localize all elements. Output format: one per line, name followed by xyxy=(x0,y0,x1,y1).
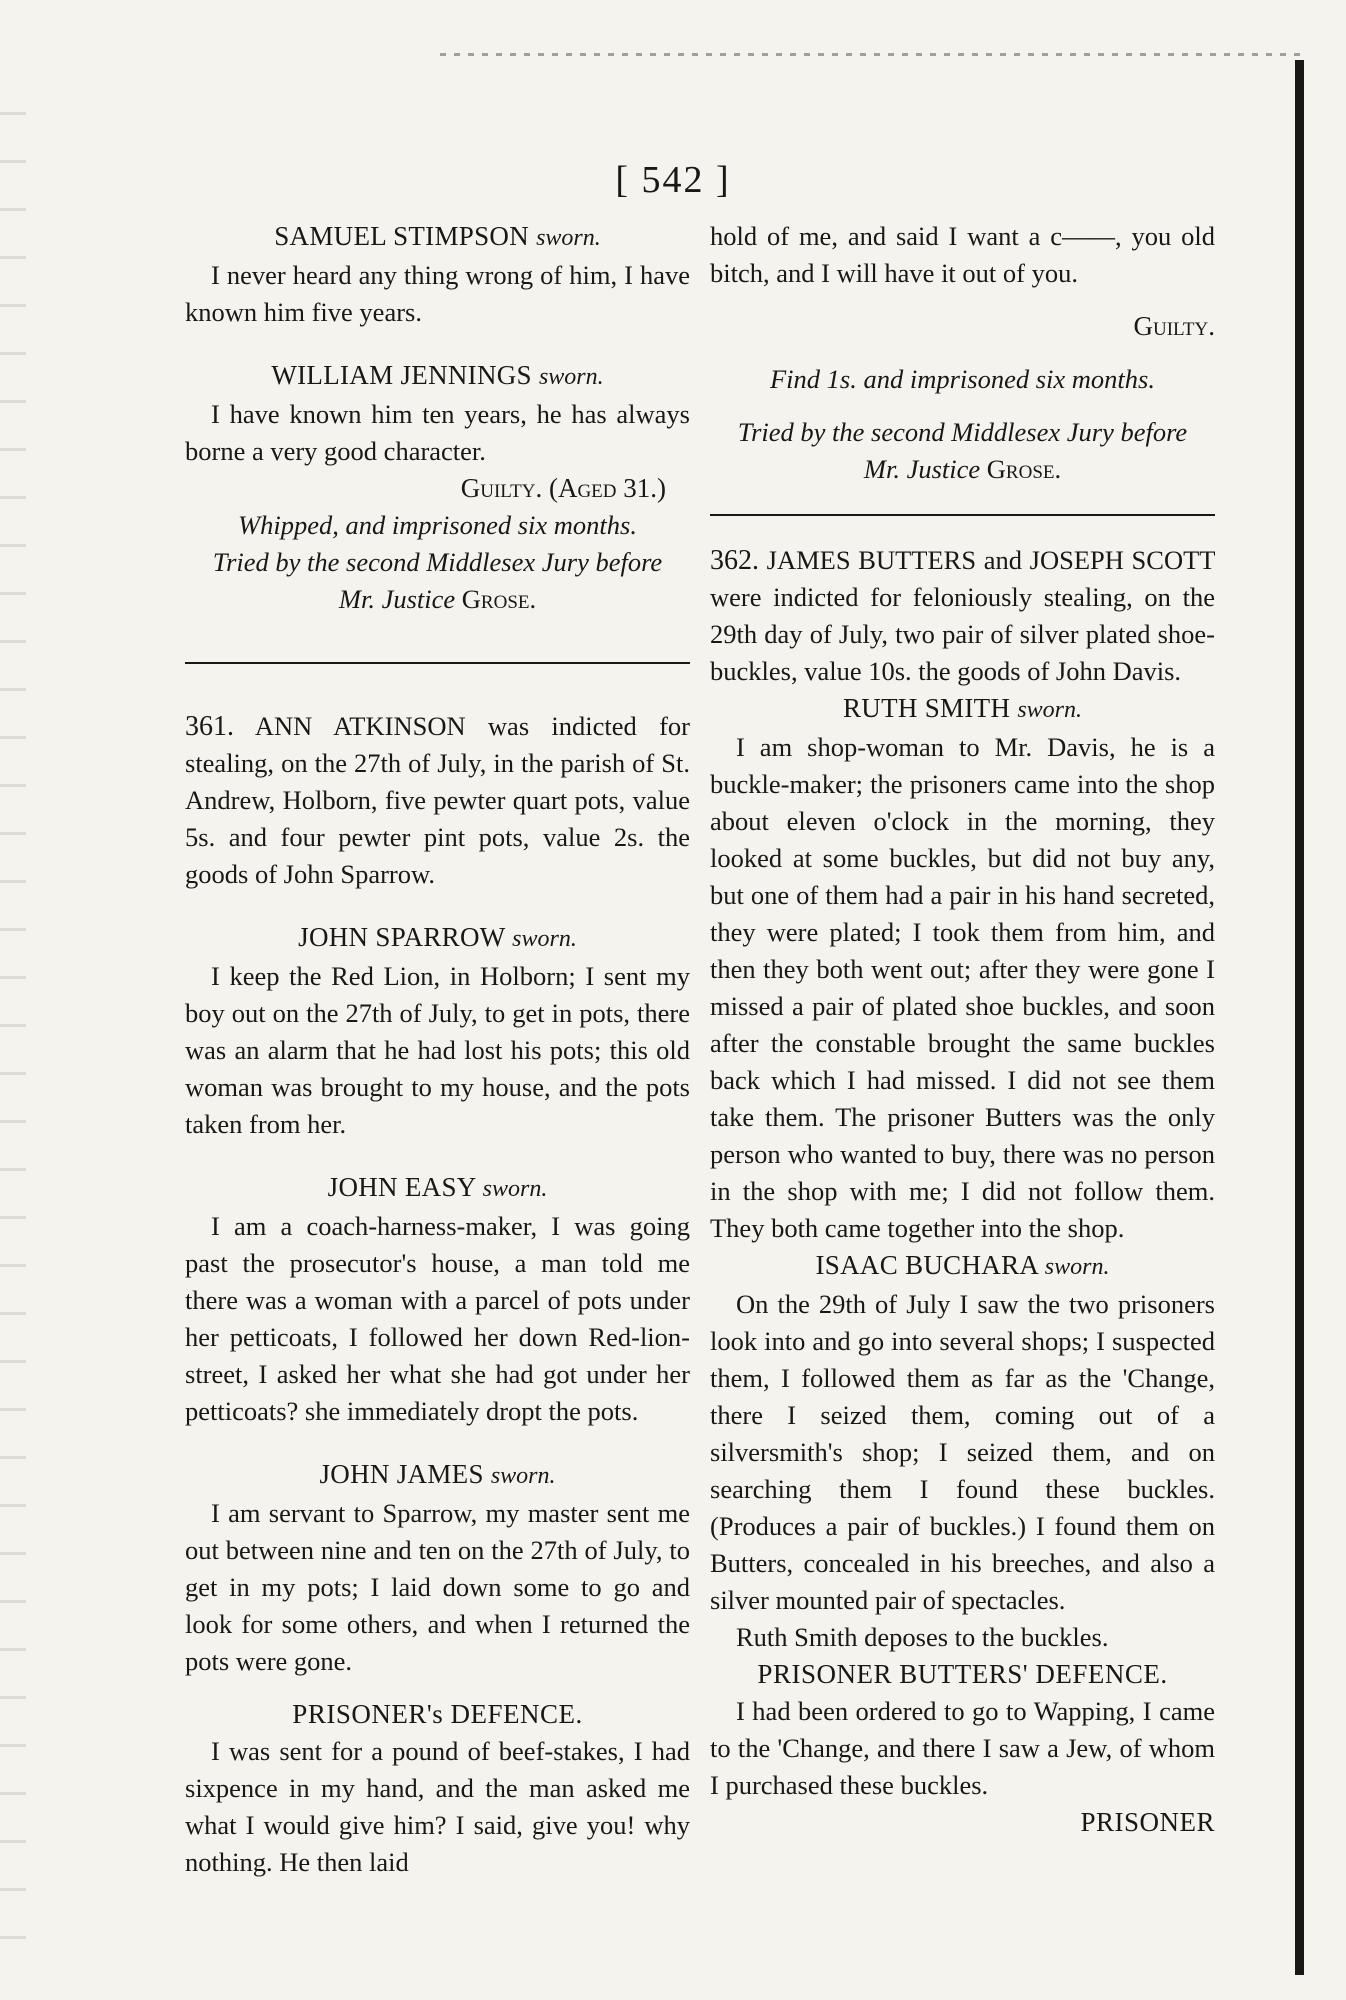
indictment-text: was indicted for stealing, on the 27th of July, in the parish of St. Andrew, Holborn, five pewter quart pots, value 5s. and four pewter pint pots, value 2s. the goods of John Sparrow. xyxy=(185,711,691,889)
testimony-paragraph: I never heard any thing wrong of him, I have known him five years. xyxy=(185,260,690,327)
tried-line: Tried by the second Middlesex Jury before xyxy=(737,417,1188,447)
witness-heading xyxy=(185,1456,690,1495)
witness-heading xyxy=(710,1247,1215,1286)
sentence: Find 1s. and imprisoned six months. xyxy=(770,364,1155,394)
witness-name: JOHN EASY xyxy=(327,1172,476,1202)
witness-name: RUTH SMITH xyxy=(842,693,1011,723)
defence-paragraph: I had been ordered to go to Wapping, I came to the 'Change, and there I saw a Jew, of whom I purchased these buckles. xyxy=(710,1696,1215,1800)
case-number: 362. xyxy=(710,545,759,576)
top-edge-marks xyxy=(440,53,1300,56)
witness-heading xyxy=(185,919,690,958)
witness-heading xyxy=(185,357,690,396)
witness-name: JOHN SPARROW xyxy=(298,922,506,952)
sworn-label: sworn. xyxy=(1017,697,1082,723)
judge-title: Mr. Justice xyxy=(338,584,456,614)
judge-name: Grose. xyxy=(986,454,1062,484)
sentence: Whipped, and imprisoned six months. xyxy=(238,510,637,540)
binding-gutter xyxy=(0,90,26,1970)
testimony-paragraph: I keep the Red Lion, in Holborn; I sent my boy out on the 27th of July, to get in pots, there was an alarm that he had lost his pots; this old woman was brought to my house, and the pots taken from her. xyxy=(185,961,690,1139)
sworn-label: sworn. xyxy=(482,1176,548,1202)
page-number-header: [ 542 ] xyxy=(615,159,731,201)
tried-line xyxy=(185,581,690,618)
sworn-label: sworn. xyxy=(538,364,604,390)
judge-name: Grose. xyxy=(461,584,537,614)
page-edge-bar xyxy=(1295,60,1304,1975)
testimony-paragraph: I have known him ten years, he has always borne a very good character. xyxy=(185,399,690,466)
testimony-paragraph: I am shop-woman to Mr. Davis, he is a buckle-maker; the prisoners came into the shop about eleven o'clock in the morning, they looked at some buckles, but did not buy any, but one of them had a pair in his hand secreted, they were plated; I took them from him, and then they both went out; after they were gone I missed a pair of plated shoe buckles, and soon after the constable brought the same buckles back which I had missed. I did not see them take them. The prisoner Butters was the only person who wanted to buy, there was no person in the shop with me; I did not follow them. They both came together into the shop. xyxy=(710,732,1215,1243)
defence-heading: PRISONER BUTTERS' DEFENCE. xyxy=(757,1659,1168,1689)
sworn-label: sworn. xyxy=(490,1463,556,1489)
left-column xyxy=(185,218,690,1881)
sworn-label: sworn. xyxy=(512,926,577,952)
judge-title: Mr. Justice xyxy=(863,454,981,484)
indictment-paragraph xyxy=(710,542,1215,690)
defence-heading: PRISONER's DEFENCE. xyxy=(292,1699,583,1729)
defendant-name: ANN ATKINSON xyxy=(254,711,466,741)
verdict: Guilty. xyxy=(1133,311,1215,341)
deposition-line: Ruth Smith deposes to the buckles. xyxy=(736,1622,1109,1652)
witness-name: JOHN JAMES xyxy=(319,1459,484,1489)
right-column xyxy=(710,218,1215,1841)
witness-heading xyxy=(710,690,1215,729)
defendant-name: JAMES BUTTERS and JOSEPH SCOTT xyxy=(766,545,1216,575)
sworn-label: sworn. xyxy=(536,225,601,251)
testimony-paragraph: On the 29th of July I saw the two prisoners look into and go into several shops; I suspected them, I followed them as far as the 'Change, there I seized them, coming out of a silversmith's shop; I seized them, and on searching them I found these buckles. (Produces a pair of buckles.) I found them on Butters, concealed in his breeches, and also a silver mounted pair of spectacles. xyxy=(710,1289,1215,1615)
case-number: 361. xyxy=(185,711,234,742)
witness-name: ISAAC BUCHARA xyxy=(815,1250,1038,1280)
witness-heading xyxy=(185,1169,690,1208)
verdict: Guilty. (Aged 31.) xyxy=(460,473,666,503)
sworn-label: sworn. xyxy=(1044,1254,1110,1280)
defence-paragraph: I was sent for a pound of beef-stakes, I had sixpence in my hand, and the man asked me what I would give him? I said, give you! why nothing. He then laid xyxy=(185,1736,690,1877)
indictment-text: were indicted for feloniously stealing, on the 29th day of July, two pair of silver plated shoe-buckles, value 10s. the goods of John Davis. xyxy=(710,582,1215,686)
tried-line xyxy=(710,451,1215,488)
witness-name: SAMUEL STIMPSON xyxy=(274,221,530,251)
testimony-paragraph: I am servant to Sparrow, my master sent me out between nine and ten on the 27th of July, to get in my pots; I laid down some to go and look for some others, and when I returned the pots were gone. xyxy=(185,1498,690,1676)
indictment-paragraph xyxy=(185,708,690,893)
continued-paragraph: hold of me, and said I want a c——, you old bitch, and I will have it out of you. xyxy=(710,221,1215,288)
catchword: PRISONER xyxy=(1080,1807,1215,1837)
testimony-paragraph: I am a coach-harness-maker, I was going past the prosecutor's house, a man told me there was a woman with a parcel of pots under her petticoats, I followed her down Red-lion-street, I asked her what she had got under her petticoats? she immediately dropt the pots. xyxy=(185,1211,690,1426)
witness-name: WILLIAM JENNINGS xyxy=(271,360,532,390)
tried-line: Tried by the second Middlesex Jury before xyxy=(212,547,663,577)
witness-heading xyxy=(185,218,690,257)
